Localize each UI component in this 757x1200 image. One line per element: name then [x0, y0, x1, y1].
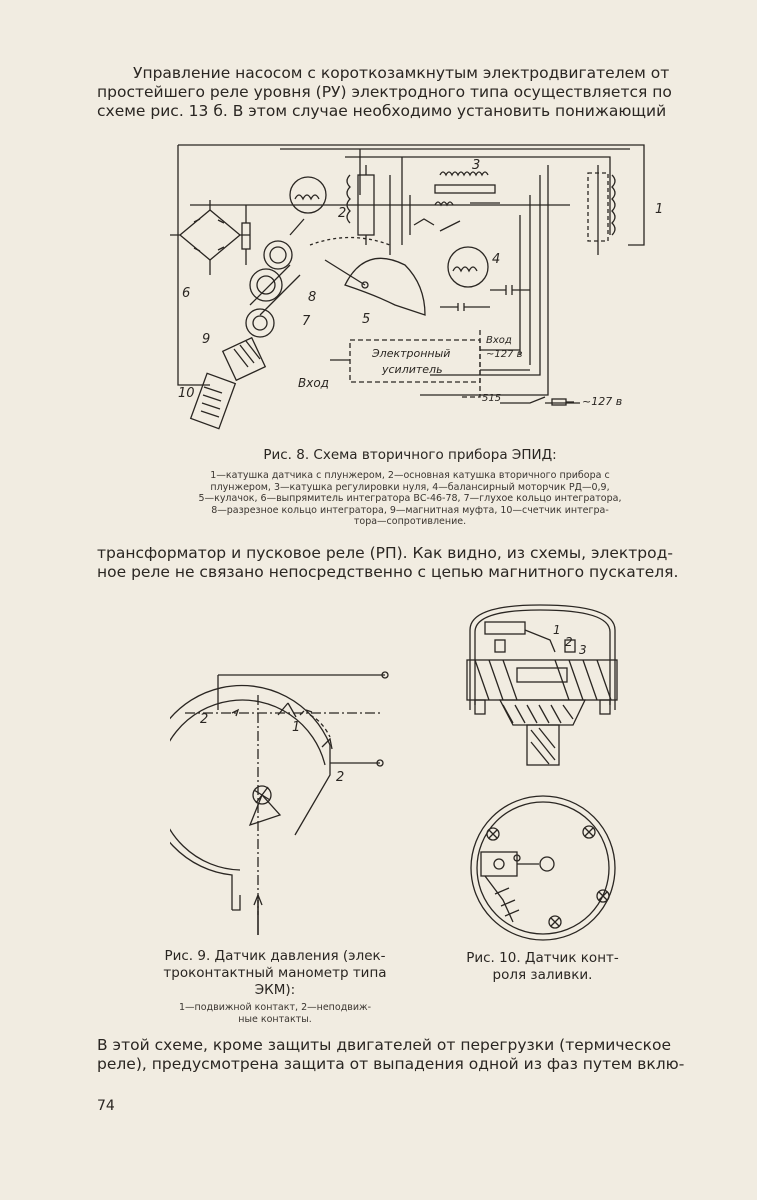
fig8-label-8: 8: [308, 290, 317, 305]
fig9-label-2a: 2: [200, 712, 209, 727]
text-line: В этой схеме, кроме защиты двигателей от перегрузки (термическое: [97, 1036, 671, 1054]
fig8-legend-line: 1—катушка датчика с плунжером, 2—основная катушка вторичного прибора с: [210, 470, 610, 481]
fig8-label-4: 4: [492, 252, 501, 267]
figure-10-drawing: [455, 600, 630, 945]
fig8-label-10: 10: [178, 386, 195, 401]
fig9-legend-line: ные контакты.: [238, 1013, 312, 1025]
fig8-label-6: 6: [182, 286, 191, 301]
fig10-label-2: 2: [565, 635, 573, 649]
fig8-legend: [160, 470, 660, 528]
fig9-caption-line: троконтактный манометр типа: [163, 965, 387, 981]
fig9-caption: [150, 948, 400, 999]
fig8-input-right-1: Вход: [486, 335, 512, 346]
fig8-label-2: 2: [338, 206, 347, 221]
fig10-caption-line: роля заливки.: [492, 967, 593, 983]
text-line: простейшего реле уровня (РУ) электродного типа осуществляется по: [97, 83, 672, 101]
text-line: трансформатор и пусковое реле (РП). Как видно, из схемы, электрод-: [97, 544, 673, 562]
fig9-legend-line: 1—подвижной контакт, 2—неподвиж-: [178, 1002, 372, 1013]
middle-paragraph: [97, 544, 709, 582]
fig8-legend-line: плунжером, 3—катушка регулировки нуля, 4—балансирный моторчик РД—0,9,: [210, 481, 610, 493]
top-paragraph: [97, 64, 709, 121]
fig9-label-1: 1: [292, 720, 301, 735]
fig8-terminal-label: 515: [482, 393, 502, 404]
fig8-label-7: 7: [302, 314, 311, 329]
fig8-label-1: 1: [655, 202, 664, 217]
fig10-label-1: 1: [553, 623, 561, 637]
fig8-caption: Рис. 8. Схема вторичного прибора ЭПИД:: [263, 447, 557, 463]
bottom-paragraph: [97, 1036, 709, 1074]
fig8-input-left: Вход: [298, 376, 329, 390]
fig8-label-9: 9: [202, 332, 211, 347]
text-line: Управление насосом с короткозамкнутым электродвигателем от: [133, 64, 670, 82]
fig10-caption-line: Рис. 10. Датчик конт-: [466, 950, 619, 966]
fig8-legend-line: 5—кулачок, 6—выпрямитель интегратора ВС-46-78, 7—глухое кольцо интегратора,: [198, 493, 622, 504]
fig9-caption-line: Рис. 9. Датчик давления (элек-: [164, 948, 386, 964]
page-number: 74: [97, 1098, 115, 1114]
text-line: ное реле не связано непосредственно с цепью магнитного пускателя.: [97, 563, 679, 581]
text-line: реле), предусмотрена защита от выпадения одной из фаз путем вклю-: [97, 1055, 685, 1073]
fig8-supply-label: ~127 в: [582, 395, 623, 408]
fig8-input-right-2: ~127 в: [486, 349, 523, 360]
fig8-label-5: 5: [362, 312, 371, 327]
fig8-amplifier-label-1: Электронный: [372, 347, 451, 360]
figure-8-schematic: [150, 135, 670, 435]
fig10-label-3: 3: [579, 643, 587, 657]
fig8-label-3: 3: [472, 158, 481, 173]
fig8-legend-line: 8—разрезное кольцо интегратора, 9—магнитная муфта, 10—счетчик интегра-: [211, 504, 609, 516]
figure-9-drawing: [170, 665, 400, 940]
fig9-legend: [150, 1002, 400, 1025]
fig9-caption-line: ЭКМ):: [254, 982, 296, 998]
fig8-legend-line: тора—сопротивление.: [353, 516, 467, 527]
fig9-label-2b: 2: [336, 770, 345, 785]
fig8-amplifier-label-2: усилитель: [382, 363, 443, 376]
text-line: схеме рис. 13 б. В этом случае необходимо установить понижающий: [97, 102, 667, 120]
fig10-caption: [455, 950, 630, 984]
